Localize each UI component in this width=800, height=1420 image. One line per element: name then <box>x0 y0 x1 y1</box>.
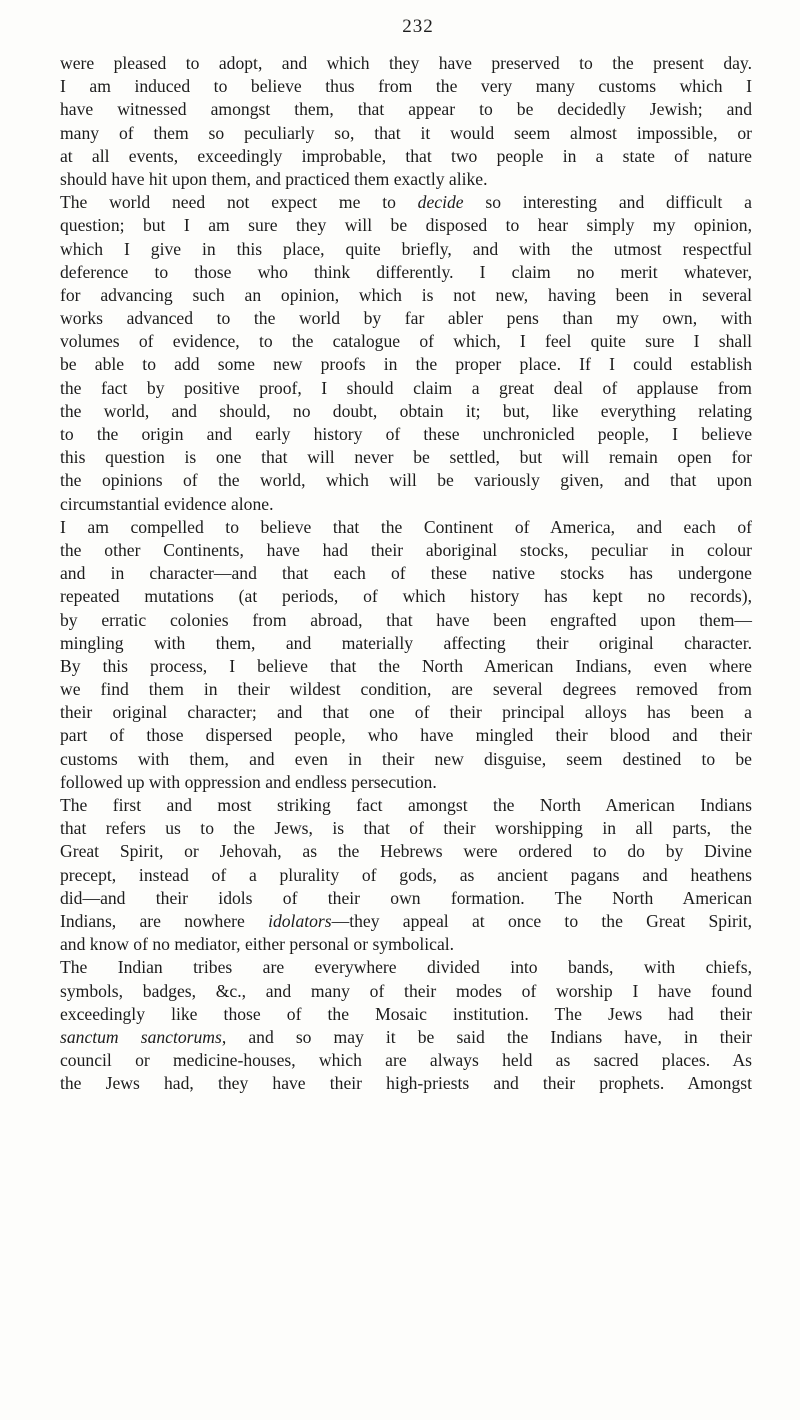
text-line: symbols, badges, &c., and many of their modes of worship I have found <box>60 980 752 1001</box>
text-line: deference to those who think differently. I claim no merit whatever, <box>60 261 752 282</box>
text-line: the other Continents, have had their aboriginal stocks, peculiar in colour <box>60 539 752 560</box>
text-line: council or medicine-houses, which are always held as sacred places. As <box>60 1050 752 1071</box>
text-line: The Indian tribes are everywhere divided into bands, with chiefs, <box>60 957 752 978</box>
text-line: Indians, are nowhere idolators—they appeal at once to the Great Spirit, <box>60 910 753 931</box>
text-line: their original character; and that one of their principal alloys has been a <box>60 702 752 723</box>
text-line: Great Spirit, or Jehovah, as the Hebrews were ordered to do by Divine <box>60 841 752 862</box>
text-line: I am compelled to believe that the Continent of America, and each of <box>60 516 752 537</box>
text-line: circumstantial evidence alone. <box>60 493 274 514</box>
text-line: and in character—and that each of these native stocks has undergone <box>60 563 752 584</box>
page-number: 232 <box>402 16 434 37</box>
text-line: that refers us to the Jews, is that of their worshipping in all parts, the <box>60 818 752 839</box>
text-line: By this process, I believe that the North American Indians, even where <box>60 655 752 676</box>
text-line: to the origin and early history of these unchronicled people, I believe <box>60 424 752 444</box>
text-line: have witnessed amongst them, that appear to be decidedly Jewish; and <box>60 99 752 120</box>
text-line: did—and their idols of their own formation. The North American <box>60 887 752 908</box>
text-line: The world need not expect me to decide so interesting and difficult a <box>60 192 752 213</box>
text-line: I am induced to believe thus from the very many customs which I <box>60 76 752 97</box>
text-line: for advancing such an opinion, which is not new, having been in several <box>60 284 752 305</box>
body-text <box>60 52 752 1095</box>
text-line: sanctum sanctorums, and so may it be said the Indians have, in their <box>60 1026 753 1047</box>
text-line: should have hit upon them, and practiced them exactly alike. <box>60 168 488 189</box>
text-line: many of them so peculiarly so, that it would seem almost impossible, or <box>60 122 752 143</box>
text-line: customs with them, and even in their new disguise, seem destined to be <box>60 748 752 769</box>
text-line: works advanced to the world by far abler pens than my own, with <box>60 308 752 329</box>
text-line: volumes of evidence, to the catalogue of which, I feel quite sure I shall <box>60 331 752 352</box>
text-line: repeated mutations (at periods, of which history has kept no records), <box>60 586 752 607</box>
text-line: be able to add some new proofs in the proper place. If I could establish <box>60 354 752 375</box>
text-line: question; but I am sure they will be disposed to hear simply my opinion, <box>60 215 752 236</box>
text-line: at all events, exceedingly improbable, that two people in a state of nature <box>60 145 752 166</box>
text-line: exceedingly like those of the Mosaic institution. The Jews had their <box>60 1003 752 1024</box>
text-line: precept, instead of a plurality of gods, as ancient pagans and heathens <box>60 864 752 885</box>
text-line: the opinions of the world, which will be variously given, and that upon <box>60 470 752 491</box>
text-line: followed up with oppression and endless persecution. <box>60 771 437 792</box>
text-line: mingling with them, and materially affecting their original character. <box>60 632 752 653</box>
text-line: The first and most striking fact amongst the North American Indians <box>60 795 752 815</box>
text-line: the fact by positive proof, I should claim a great deal of applause from <box>60 377 752 398</box>
text-line: part of those dispersed people, who have mingled their blood and their <box>60 725 752 746</box>
text-line: and know of no mediator, either personal or symbolical. <box>60 934 455 955</box>
text-line: this question is one that will never be settled, but will remain open for <box>60 447 752 468</box>
text-line: were pleased to adopt, and which they have preserved to the present day. <box>60 53 752 73</box>
text-line: the Jews had, they have their high-priests and their prophets. Amongst <box>60 1073 752 1094</box>
text-line: by erratic colonies from abroad, that have been engrafted upon them— <box>60 609 752 630</box>
text-line: which I give in this place, quite briefly, and with the utmost respectful <box>60 238 752 259</box>
text-line: the world, and should, no doubt, obtain it; but, like everything relating <box>60 400 752 421</box>
text-line: we find them in their wildest condition, are several degrees removed from <box>60 679 752 700</box>
